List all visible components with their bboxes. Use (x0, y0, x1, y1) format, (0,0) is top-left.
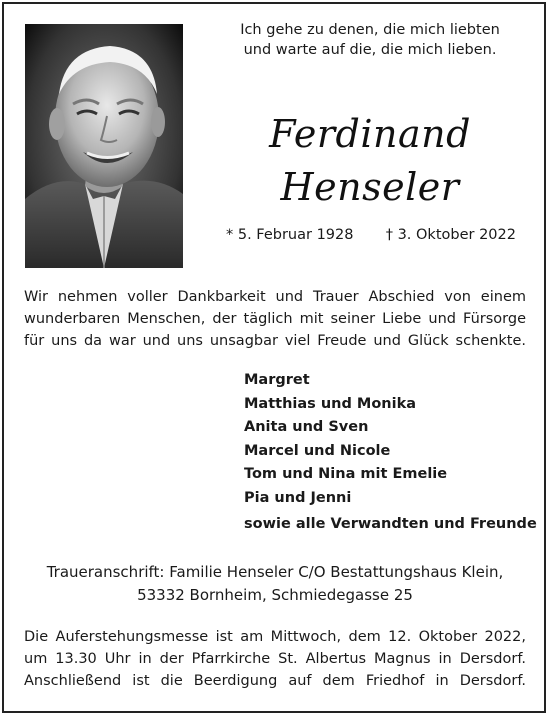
mourning-address (20, 561, 530, 607)
poem-line: und warte auf die, die mich lieben. (243, 42, 497, 58)
farewell-line: für uns da war und uns unsagbar viel Freude und Glück schenkte. (24, 333, 526, 349)
mourner-name: Anita und Sven (244, 419, 369, 435)
funeral-notice (24, 626, 526, 692)
address-line: 53332 Bornheim, Schmiedegasse 25 (137, 586, 413, 604)
mourner-name: Matthias und Monika (244, 395, 417, 412)
poem-line: Ich gehe zu denen, die mich liebten (240, 22, 500, 38)
mourners-closing: sowie alle Verwandten und Freunde (244, 516, 537, 532)
portrait-photo (25, 24, 183, 268)
notice-line: Die Auferstehungsmesse ist am Mittwoch, dem 12. Oktober 2022, (24, 629, 526, 645)
life-dates (226, 227, 516, 243)
death-date: † 3. Oktober 2022 (385, 227, 516, 243)
deceased-last-name: Henseler (280, 165, 460, 209)
notice-line: Anschließend ist die Beerdigung auf dem Friedhof in Dersdorf. (24, 673, 526, 689)
notice-line: um 13.30 Uhr in der Pfarrkirche St. Albertus Magnus in Dersdorf. (24, 651, 526, 667)
birth-date: * 5. Februar 1928 (226, 227, 354, 243)
mourner-name: Margret (244, 372, 310, 388)
mourner-name: Tom und Nina mit Emelie (244, 466, 448, 482)
mourner-name: Marcel und Nicole (244, 442, 391, 459)
mourners-list (244, 369, 537, 537)
address-line: Traueranschrift: Familie Henseler C/O Bestattungshaus Klein, (46, 563, 504, 581)
poem-quote (200, 20, 540, 60)
mourner-name: Pia und Jenni (244, 489, 352, 506)
deceased-first-name: Ferdinand (269, 112, 471, 156)
farewell-line: Wir nehmen voller Dankbarkeit und Trauer Abschied von einem (24, 289, 526, 305)
farewell-text (24, 286, 526, 352)
farewell-line: wunderbaren Menschen, der täglich mit seiner Liebe und Fürsorge (24, 311, 526, 327)
